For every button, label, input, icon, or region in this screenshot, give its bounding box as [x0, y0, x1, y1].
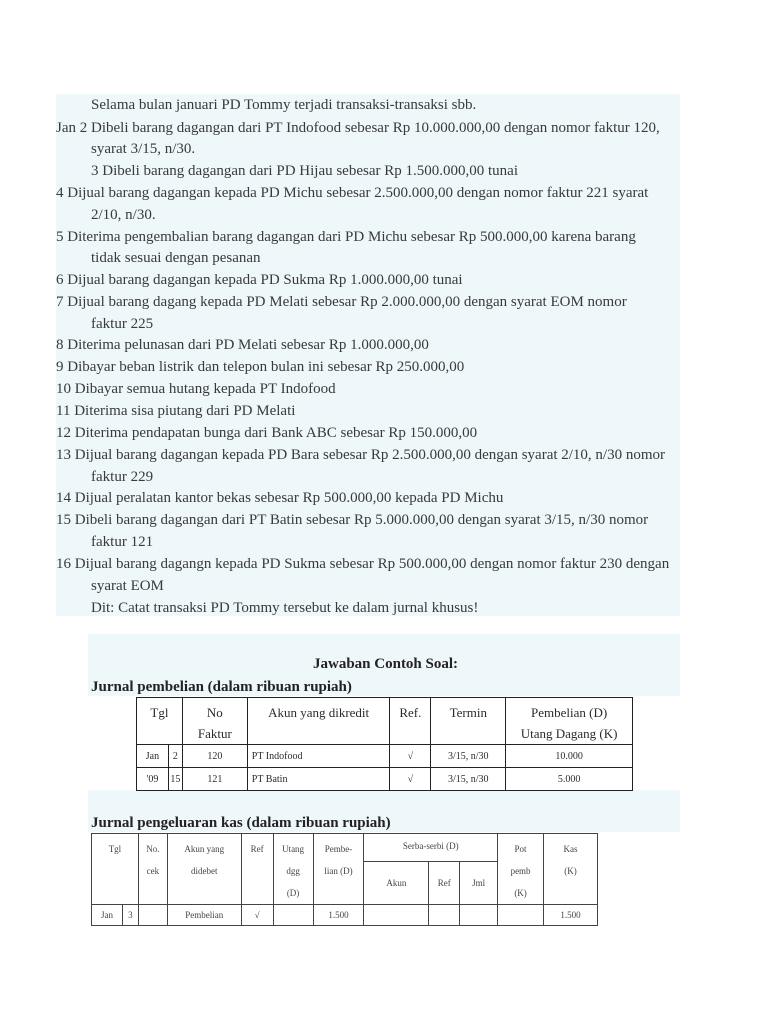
cash-journal-table	[91, 833, 598, 926]
col-pembelian: Pembe- lian (D)	[313, 834, 364, 905]
row-serba-akun	[364, 905, 429, 926]
col-serba-ref: Ref	[429, 862, 460, 905]
col-serba-akun: Akun	[364, 862, 429, 905]
col-termin: Termin	[431, 698, 506, 745]
line-6: 5 Diterima pengembalian barang dagangan dari PD Michu sebesar Rp 500.000,00 karena barang	[56, 229, 636, 245]
row-amount: 10.000	[506, 745, 633, 768]
col-pot-pembelian: Pot pemb (K)	[498, 834, 544, 905]
row-ref: √	[390, 768, 431, 791]
line-2: syarat 3/15, n/30.	[91, 141, 196, 157]
line-12: 9 Dibayar beban listrik dan telepon bulan ini sebesar Rp 250.000,00	[56, 359, 465, 375]
row-month: Jan	[137, 745, 169, 768]
line-16: 13 Dijual barang dagangan kepada PD Bara sebesar Rp 2.500.000,00 dengan syarat 2/10, n/30 nomor	[56, 447, 666, 463]
row-ref: √	[241, 905, 273, 926]
line-9: 7 Dijual barang dagang kepada PD Melati sebesar Rp 2.000.000,00 dengan syarat EOM nomor	[56, 294, 627, 310]
row-nocek	[138, 905, 167, 926]
col-tgl: Tgl	[92, 834, 139, 905]
row-day: 15	[168, 768, 182, 791]
table-row	[92, 905, 598, 926]
line-8: 6 Dijual barang dagangan kepada PD Sukma Rp 1.000.000,00 tunai	[56, 272, 463, 288]
line-4: 4 Dijual barang dagangan kepada PD Michu sebesar 2.500.000,00 dengan nomor faktur 221 syarat	[56, 185, 649, 201]
col-ref: Ref.	[390, 698, 431, 745]
line-3: 3 Dibeli barang dagangan dari PD Hijau sebesar Rp 1.500.000,00 tunai	[91, 163, 518, 179]
row-kas: 1.500	[544, 905, 598, 926]
row-amount: 5.000	[506, 768, 633, 791]
line-13: 10 Dibayar semua hutang kepada PT Indofood	[56, 381, 336, 397]
row-pembelian: 1.500	[313, 905, 364, 926]
row-serba-ref	[429, 905, 460, 926]
line-7: tidak sesuai dengan pesanan	[91, 250, 261, 266]
row-faktur: 120	[182, 745, 247, 768]
line-19: 15 Dibeli barang dagangan dari PT Batin sebesar Rp 5.000.000,00 dengan syarat 3/15, n/30 nomor	[56, 512, 649, 528]
row-month: '09	[137, 768, 169, 791]
col-serba-serbi: Serba-serbi (D)	[364, 834, 498, 862]
cash-journal-title: Jurnal pengeluaran kas (dalam ribuan rupiah)	[91, 815, 391, 831]
col-no-cek: No. cek	[138, 834, 167, 905]
table-row	[137, 745, 633, 768]
row-day: 3	[122, 905, 138, 926]
col-kas: Kas (K)	[544, 834, 598, 905]
col-no-faktur: No Faktur	[182, 698, 247, 745]
row-serba-jml	[460, 905, 498, 926]
line-5: 2/10, n/30.	[91, 207, 156, 223]
col-pembelian: Pembelian (D) Utang Dagang (K)	[506, 698, 633, 745]
row-akun: PT Batin	[247, 768, 390, 791]
line-23: Dit: Catat transaksi PD Tommy tersebut ke dalam jurnal khusus!	[91, 600, 479, 616]
line-20: faktur 121	[91, 534, 154, 550]
purchase-journal-table	[136, 697, 633, 791]
table-row	[137, 768, 633, 791]
line-1: Jan 2 Dibeli barang dagangan dari PT Indofood sebesar Rp 10.000.000,00 dengan nomor faktur 120,	[56, 120, 660, 136]
line-21: 16 Dijual barang dagangn kepada PD Sukma sebesar Rp 500.000,00 dengan nomor faktur 230 dengan	[56, 556, 670, 572]
answer-title: Jawaban Contoh Soal:	[313, 656, 459, 672]
line-17: faktur 229	[91, 469, 154, 485]
col-akun-didebet: Akun yang didebet	[167, 834, 241, 905]
row-akun: Pembelian	[167, 905, 241, 926]
row-termin: 3/15, n/30	[431, 745, 506, 768]
line-14: 11 Diterima sisa piutang dari PD Melati	[56, 403, 296, 419]
row-termin: 3/15, n/30	[431, 768, 506, 791]
row-ref: √	[390, 745, 431, 768]
col-tgl: Tgl	[137, 698, 183, 745]
purchase-journal-title: Jurnal pembelian (dalam ribuan rupiah)	[91, 679, 352, 695]
line-10: faktur 225	[91, 316, 154, 332]
line-15: 12 Diterima pendapatan bunga dari Bank ABC sebesar Rp 150.000,00	[56, 425, 478, 441]
row-pot	[498, 905, 544, 926]
row-month: Jan	[92, 905, 123, 926]
row-akun: PT Indofood	[247, 745, 390, 768]
col-ref: Ref	[241, 834, 273, 905]
row-utang	[273, 905, 313, 926]
line-11: 8 Diterima pelunasan dari PD Melati sebesar Rp 1.000.000,00	[56, 337, 429, 353]
row-day: 2	[168, 745, 182, 768]
row-faktur: 121	[182, 768, 247, 791]
intro-text: Selama bulan januari PD Tommy terjadi transaksi-transaksi sbb.	[91, 97, 477, 113]
col-serba-jml: Jml	[460, 862, 498, 905]
col-utang-dagang: Utang dgg (D)	[273, 834, 313, 905]
line-22: syarat EOM	[91, 578, 164, 594]
line-18: 14 Dijual peralatan kantor bekas sebesar Rp 500.000,00 kepada PD Michu	[56, 490, 504, 506]
col-akun-dikredit: Akun yang dikredit	[247, 698, 390, 745]
